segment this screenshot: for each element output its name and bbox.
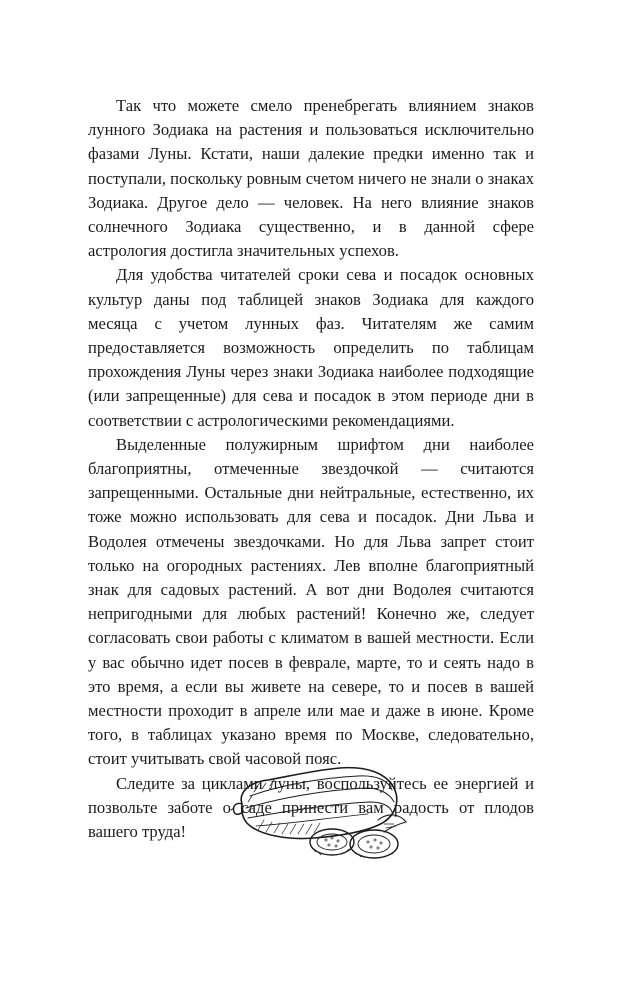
paragraph-4: Следите за циклами луны, воспользуйтесь ее энергией и позвольте заботе о саде принести вам радость от плодов вашего труда! (88, 773, 534, 842)
paragraph-1: Так что можете смело пренебрегать влиянием знаков лунного Зодиака на растения и пользоваться исключительно фазами Луны. Кстати, наши далекие предки именно так и поступали, поскольку ровным счетом ничего не знали о знаках Зодиака. Другое дело — человек. На него влияние знаков солнечного Зодиака существенно, и в данной сфере астрология достигла значительных успехов. (88, 96, 534, 261)
paragraph-3: Выделенные полужирным шрифтом дни наиболее благоприятны, отмеченные звездочкой — считаются запрещенными. Остальные дни нейтральные, естественно, их тоже можно использовать для сева и посадок. Дни Льва и Водолея отмечены звездочками. Но для Льва запрет стоит только на огородных растениях. Лев вполне благоприятный знак для садовых растений. А вот дни Водолея считаются непригодными для любых растений! Конечно же, следует согласовать свои работы с климатом в вашей местности. Если у вас обычно идет посев в феврале, марте, то и сеять надо в это время, а если вы живете на севере, то и посев в вашей местности проходит в апреле или мае и даже в июне. Кроме того, в таблицах указано время по Москве, следовательно, стоит учитывать свой часовой пояс. (88, 434, 534, 769)
zucchini-illustration-icon (228, 762, 414, 862)
body-text (88, 94, 534, 844)
paragraph-2: Для удобства читателей сроки сева и посадок основных культур даны под таблицей знаков Зодиака для каждого месяца с учетом лунных фаз. Читателям же самим предоставляется возможность определить по таблицам прохождения Луны через знаки Зодиака наиболее подходящие (или запрещенные) для сева и посадок в этом периоде дни в соответствии с астрологическими рекомендациями. (88, 265, 534, 430)
